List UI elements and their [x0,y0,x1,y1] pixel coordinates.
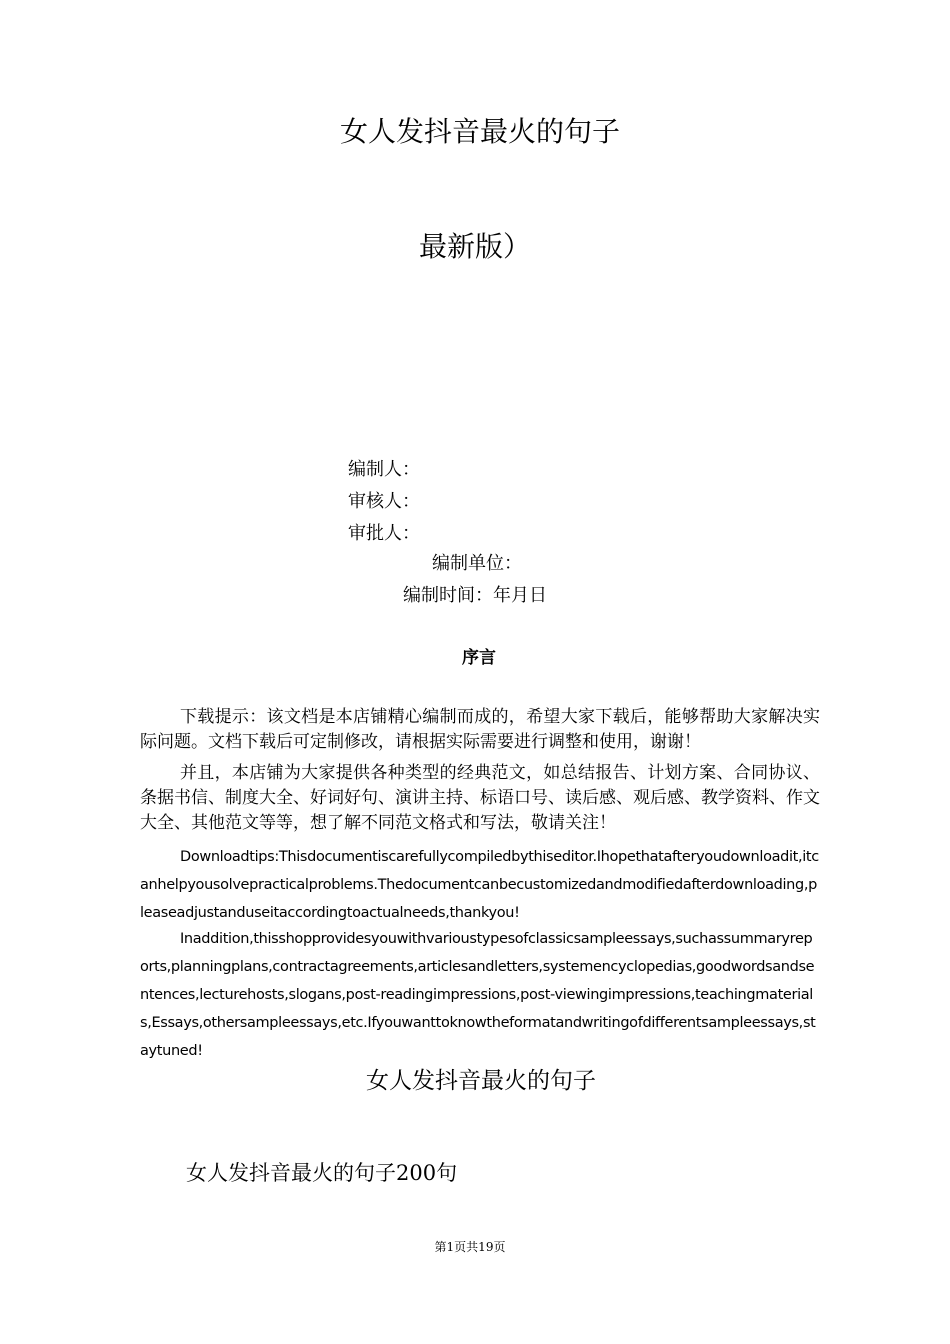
shop-intro-paragraph-cn: 并且，本店铺为大家提供各种类型的经典范文，如总结报告、计划方案、合同协议、条据书信、制度大全、好词好句、演讲主持、标语口号、读后感、观后感、教学资料、作文大全、其他范文等等，想了解不同范文格式和写法，敬请关注！ [140,763,820,833]
unit-label: 编制单位： [432,553,522,574]
document-subtitle: 最新版） [418,230,531,263]
editor-label: 编制人： [348,459,420,480]
document-title: 女人发抖音最火的句子 [339,115,620,148]
preface-heading: 序言 [462,648,496,668]
page-indicator: 第1页共19页 [434,1240,506,1254]
time-label: 编制时间：年月日 [403,585,547,606]
approver-label: 审批人： [348,523,420,544]
section-title: 女人发抖音最火的句子 [366,1068,596,1094]
reviewer-label: 审核人： [348,491,420,512]
download-tip-paragraph-cn: 下载提示：该文档是本店铺精心编制而成的，希望大家下载后，能够帮助大家解决实际问题。文档下载后可定制修改，请根据实际需要进行调整和使用，谢谢！ [140,707,820,752]
download-tip-paragraph-en: Downloadtips:Thisdocumentiscarefullycompiledbythiseditor.Ihopethatafteryoudownloadit,itcanhelpyousolvepracticalproblems.Thedocumentcanbecustomizedandmodifiedafterdownloading,pleaseadjustanduseitaccordingtoactualneeds,thankyou! [140,849,819,921]
shop-intro-paragraph-en: Inaddition,thisshopprovidesyouwithvarioustypesofclassicsampleessays,suchassummaryreports,planningplans,contractagreements,articlesandletters,systemencyclopedias,goodwordsandsentences,lecturehosts,slogans,post-readingimpressions,post-viewingimpressions,teachingmaterials,Essays,othersampleessays,etc.Ifyouwanttoknowtheformatandwritingofdifferentsampleessays,staytuned! [140,931,816,1059]
section-subtitle: 女人发抖音最火的句子200句 [186,1161,458,1185]
